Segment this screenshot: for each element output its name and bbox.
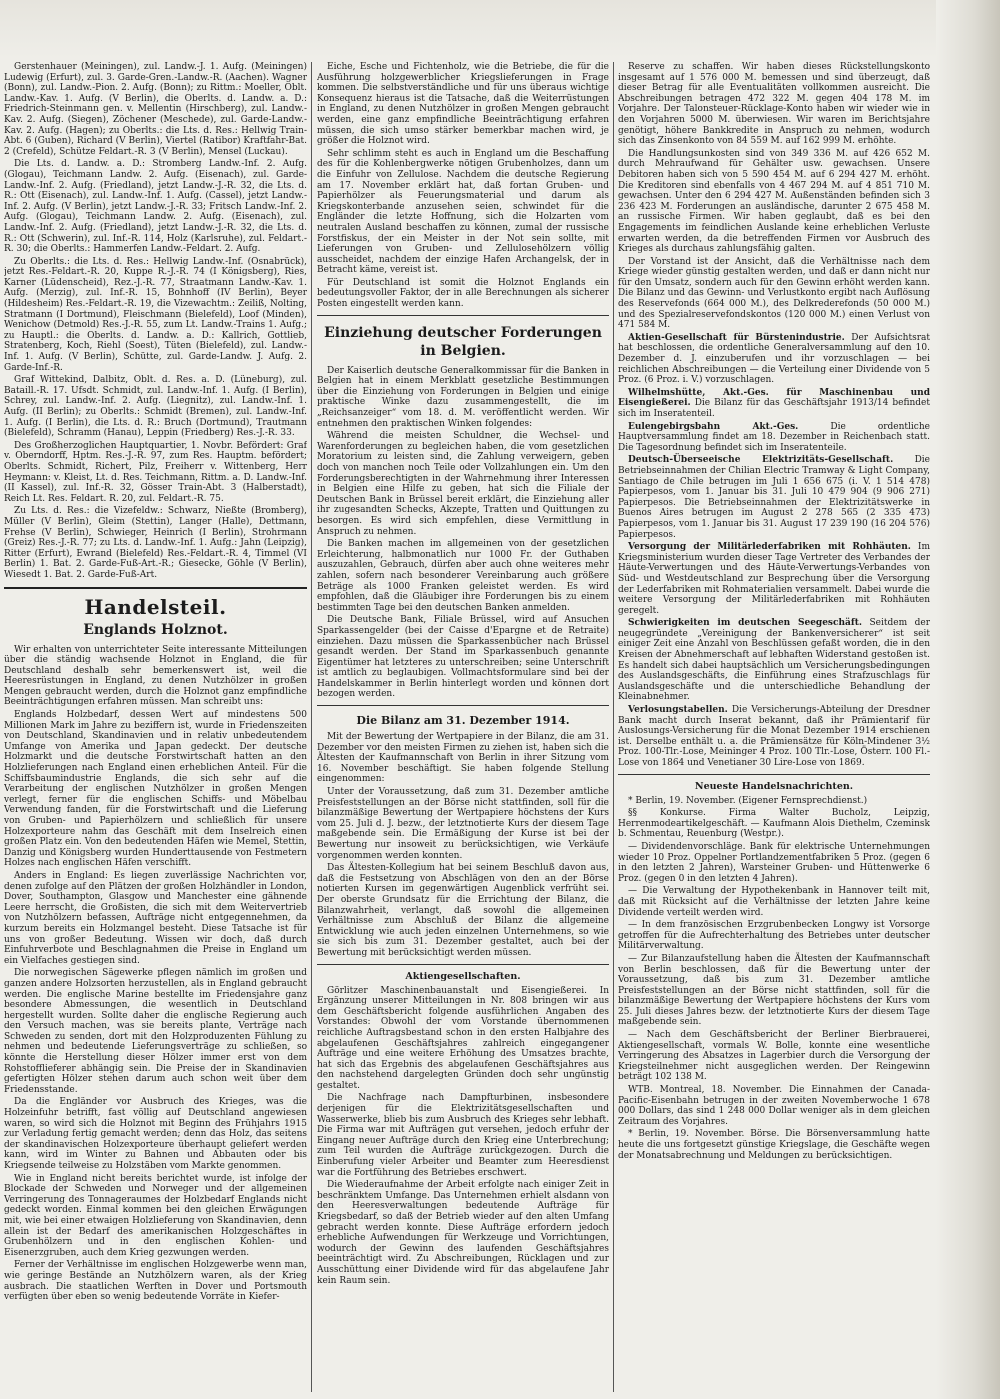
notice-text: Die Bilanz für das Geschäftsjahr 1913/14 befindet sich im Inseratenteil. (618, 398, 930, 419)
business-notice (618, 542, 930, 616)
news-paragraph: — Dividendenvorschläge. Bank für elektrische Unternehmungen wieder 10 Proz. Oppelner Portlandzementfabriken 5 Proz. (gegen 6 in den letzten 2 Jahren), Warsteiner Gruben- und Hüttenwerke 6 Proz. (gegen 0 in den letzten 4 Jahren). (618, 841, 930, 884)
notice-title: Schwierigkeiten im deutschen Seegeschäft. (628, 618, 863, 629)
news-paragraph: — Zur Bilanzaufstellung haben die Ältesten der Kaufmannschaft von Berlin beschlossen, daß für die Bewertung unter der Voraussetzung, daß bis zum 31. Dezember amtliche Preisfeststellungen an der Börse nicht stattfinden, soll für die bilanzmäßige Bewertung der Wertpapiere höchstens der Kurs vom 25. Juli dieses Jahres bezw. der letztnotierte Kurs der diesem Tage maßgebende sein. (618, 953, 930, 1028)
appointment-list-paragraph: Die Lts. d. Landw. a. D.: Stromberg Landw.-Inf. 2. Aufg. (Glogau), Teichmann Landw. 2. Aufg. (Eisenach), zul. Garde-Landw.-Inf. 2. Aufg. (Friedland), jetzt Landw.-J.-R. 32, die Lts. d. R.: Ott (Eisenach), zul. Landw.-Inf. 1. Aufg. (Cassel), jetzt Landw.-Inf. 2. Aufg. (V Berlin), jetzt Landw.-J.-R. 33; Fritsch Landw.-Inf. 2. Aufg. (Glogau), Teichmann Landw. 2. Aufg. (Eisenach), zul. Landw.-Inf. 2. Aufg. (Friedland), jetzt Landw.-J.-R. 32, die Lts. d. R.: Ott (Schwerin), zul. Inf.-R. 114, Holz (Karlsruhe), zul. Feldart.-R. 30; die Oberlts.: Hammerfen Landw.-Feldart. 2. Aufg. (4, 159, 307, 255)
appointment-list-paragraph: Graf Wittekind, Dalbitz, Oblt. d. Res. a. D. (Lüneburg), zul. Bataill.-R. 17. Ufsdt. Schmidt, zul. Landw.-Inf. 1. Aufg. (I Berlin), Schrey, zul. Landw.-Inf. 2. Aufg. (Liegnitz), zul. Landw.-Inf. 1. Aufg. (II Berlin); zu Oberlts.: Schmidt (Bremen), zul. Landw.-Inf. 1. Aufg. (I Berlin), die Lts. d. R.: Bruch (Dortmund), Trautmann (Bielefeld), Schramm (Hanau), Leppin (Friedberg) Res.-J.-R. 33. (4, 375, 307, 439)
article-paragraph: Englands Holzbedarf, dessen Wert auf mindestens 500 Millionen Mark im Jahre zu beziffern ist, wurde in Friedenszeiten von Deutschland, Skandinavien und in relativ unbedeutendem Umfange von Amerika und Japan gedeckt. Der deutsche Holzmarkt und die deutsche Forstwirtschaft hatten an den Holzlieferungen nach England einen erheblichen Anteil. Für die Schiffsbaumindustrie Englands, die sich sehr auf die Verarbeitung der englischen Nutzhölzer in großen Mengen verlegt, ferner für die englischen Schiffs- und Möbelbau Verwendung fanden, für die Forstwirtschaft und die Lieferung von Gruben- und Papierhölzern und schließlich für unsere Holzexporteure nahm das Geschäft mit dem Inselreich einen großen Platz ein. Von den bedeutenden Häfen wie Memel, Stettin, Danzig und Königsberg wurden Hunderttausende von Festmetern Holzes nach englischen Häfen verschifft. (4, 710, 307, 869)
notice-text: Die Betriebseinnahmen der Chilian Electric Tramway & Light Company, Santiago de Chile betrugen im Juli 1 656 675 (i. V. 1 514 478) Papierpesos, vom 1. Januar bis 31. Juli 10 479 904 (9 906 271) Papierpesos. Die Betriebseinnahmen der Elektrizitätswerke in Buenos Aires betrugen im August 2 278 565 (2 335 473) Papierpesos, vom 1. Januar bis 31. August 17 239 190 (16 204 576) Papierpesos. (618, 455, 930, 540)
article-paragraph: Die Handlungsunkosten sind von 349 336 M. auf 426 652 M. durch Mehraufwand für Gehälter usw. gewachsen. Unsere Debitoren haben sich von 5 590 454 M. auf 6 294 427 M. erhöht. Die Kreditoren sind ebenfalls von 4 467 294 M. auf 4 851 710 M. gewachsen. Unter den 6 294 427 M. Außenständen befinden sich 3 236 423 M. Forderungen an ausländische, darunter 2 675 458 M. an russische Firmen. Wir haben geglaubt, daß es bei den Engagements im feindlichen Auslande keine erheblichen Verluste erwarten werden, da die betreffenden Firmen vor Ausbruch des Krieges als durchaus zahlungsfähig galten. (618, 148, 930, 255)
article-paragraph: Sehr schlimm steht es auch in England um die Beschaffung des für die Kohlenbergwerke nötigen Grubenholzes, dann um die Einfuhr von Zellulose. Nachdem die deutsche Regierung am 17. November erklärt hat, daß fortan Gruben- und Papierhölzer als Feuerungsmaterial und darum als Kriegskonterbande anzusehen seien, schwindet für die Engländer die letzte Hoffnung, sich die Holzarten vom neutralen Ausland beschaffen zu können, zumal der russische Forstfiskus, der ein Meister in der Not sein sollte, mit Lieferungen von Gruben- und Zellulosehölzern völlig ausscheidet, nachdem der einzige Hafen Archangelsk, der in Betracht käme, vereist ist. (317, 148, 609, 276)
business-notice (618, 455, 930, 540)
appointment-list-paragraph: Zu Lts. d. Res.: die Vizefeldw.: Schwarz, Nießte (Bromberg), Müller (V Berlin), Gleim (Stettin), Langer (Halle), Dettmann, Frehse (V Berlin), Schwieger, Heinrich (I Berlin), Strohrmann (Greiz) Res.-J.-R. 77; zu Lts. d. Landw.-Inf. 1. Aufg.: Jahn (Leipzig), Ritter (Erfurt), Ewrand (Bielefeld) Res.-Feldart.-R. 4, Timmel (VI Berlin) 1. Bat. 2. Garde-Fuß-Art.-R.; Giesecke, Göhle (V Berlin), Wiesedt 1. Bat. 2. Garde-Fuß-Art. (4, 506, 307, 580)
article-paragraph: Die norwegischen Sägewerke pflegen nämlich im großen und ganzen andere Holzsorten herzustellen, als in England gebraucht werden. Die englische Marine bestellte im Friedensjahre ganz besondere Abmessungen, die wesentlich in Deutschland hergestellt wurden. Sollte daher die englische Regierung auch den Versuch machen, was sie bereits plante, Verträge nach Schweden zu senden, dort mit den Holzproduzenten Fühlung zu nehmen und bedeutende Lieferungsverträge zu schließen, so könnte die Herstellung dieser Hölzer immer erst von dem Rohstofflieferer abhängig sein. Die Preise der in Skandinavien gefertigten Hölzer stehen darum auch schon weit über dem Friedensstande. (4, 968, 307, 1095)
notice-title: Deutsch-Überseeische Elektrizitäts-Gesellschaft. (628, 455, 894, 466)
business-notice (618, 422, 930, 454)
notice-text: Der Aufsichtsrat hat beschlossen, die ordentliche Generalversammlung auf den 10. Dezember d. J. einzuberufen und ihr vorzuschlagen — bei reichlichen Abschreibungen — die Verteilung einer Dividende von 5 Proz. (6 Proz. i. V.) vorzuschlagen. (618, 332, 930, 386)
notice-text: Die Versicherungs-Abteilung der Dresdner Bank macht durch Inserat bekannt, daß ihr Prämientarif für Auslosungs-Versicherung für die Monat Dezember 1914 erschienen ist. Derselbe enthält u. a. die Prämiensätze für Köln-Mindener 3½ Proz. 100-Tlr.-Lose, Meininger 4 Proz. 100 Tlr.-Lose, Österr. 100 Fl.-Lose von 1864 und Venetianer 30 Lire-Lose von 1869. (618, 705, 930, 768)
article-paragraph: Reserve zu schaffen. Wir haben dieses Rückstellungskonto insgesamt auf 1 576 000 M. bemessen und sind überzeugt, daß dieser Betrag für alle Eventualitäten vollkommen ausreicht. Die Abschreibungen betragen 472 322 M. gegen 404 178 M. im Vorjahre. Der Talonsteuer-Rücklage-Konto haben wir wieder wie in den Vorjahren 5000 M. überwiesen. Wir waren im Berichtsjahre genötigt, höhere Bankkredite in Anspruch zu nehmen, wodurch sich das Zinsenkonto von 84 559 M. auf 162 999 M. erhöhte. (618, 62, 930, 147)
article-paragraph: Die Nachfrage nach Dampfturbinen, insbesondere derjenigen für die Elektrizitätsgesellschaften und Wasserwerke, blieb bis zum Ausbruch des Krieges sehr lebhaft. Die Firma war mit Aufträgen gut versehen, jedoch erfuhr der Eingang neuer Aufträge durch den Krieg eine Unterbrechung; zum Teil wurden die Aufträge zurückgezogen. Durch die Einberufung vieler Arbeiter und Beamter zum Heeresdienst war die Fortführung des Betriebes erschwert. (317, 1093, 609, 1178)
article-divider (618, 774, 930, 775)
column-rule (311, 62, 312, 1392)
appointment-list-paragraph: Zu Oberlts.: die Lts. d. Res.: Hellwig Landw.-Inf. (Osnabrück), jetzt Res.-Feldart.-R. 20, Kuppe R.-J.-R. 74 (I Königsberg), Ries, Karner (Lüdenscheid), Rez.-J.-R. 77, Straatmann Landw.-Kav. 1. Aufg. (Merzig), zul. Inf.-R. 15, Bohnhoff (IV Berlin), Beyer (Hildesheim) Res.-Feldart.-R. 19, die Vizewachtm.: Zeiliß, Nolting, Stratmann (I Dortmund), Fleischmann (Bielefeld), Loof (Minden), Wenichow (Detmold) Res.-J.-R. 55, zum Lt. Landw.-Trains 1. Aufg.; zu Hauptl.: die Oberlts. d. Landw. a. D.: Kallrich, Gottlieb, Stratenberg, Koch, Riehl (Soest), Tüten (Bielefeld), zul. Landw.-Inf. 1. Aufg. (V Berlin), Schütte, zul. Garde-Landw. J. Aufg. 2. Garde-Inf.-R. (4, 256, 307, 373)
article-paragraph: Für Deutschland ist somit die Holznot Englands ein bedeutungsvoller Faktor, der in alle Berechnungen als sicherer Posten eingestellt werden kann. (317, 277, 609, 310)
business-notice (618, 388, 930, 420)
article-paragraph: Ferner der Verhältnisse im englischen Holzgewerbe wenn man, wie geringe Bestände an Nutzhölzern waren, als der Krieg ausbrach. Die staatlichen Werften in Dover und Portsmouth verfügten über eben so wenig bedeutende Vorräte in Kiefer- (4, 1260, 307, 1303)
article-title-holznot: Englands Holznot. (83, 621, 228, 638)
page-top-margin (0, 0, 1000, 58)
notice-title: Verlosungstabellen. (628, 705, 728, 716)
news-paragraph: — Die Verwaltung der Hypothekenbank in Hannover teilt mit, daß mit Rücksicht auf die Verhältnisse der letzten Jahre keine Dividende verteilt werden wird. (618, 886, 930, 918)
notice-title: Aktien-Gesellschaft für Bürstenindustrie. (628, 332, 845, 343)
news-title: Neueste Handelsnachrichten. (694, 780, 854, 792)
report-continuation (618, 62, 930, 331)
news-paragraph: WTB. Montreal, 18. November. Die Einnahmen der Canada-Pacific-Eisenbahn betrugen in der zweiten Novemberwoche 1 678 000 Dollars, das sind 1 248 000 Dollar weniger als in dem gleichen Zeitraum des Vorjahres. (618, 1085, 930, 1127)
news-paragraph: * Berlin, 19. November. Börse. Die Börsenversammlung hatte heute die uns fortgesetzt günstige Kriegslage, die Geschäfte wegen der Monatsabrechnung und Meldungen zu berücksichtigen. (618, 1129, 930, 1161)
column-1 (4, 62, 307, 1392)
section-title-handelsteil: Handelsteil. (84, 594, 227, 619)
appointments-lists (4, 62, 307, 581)
article-title-bilanz: Die Bilanz am 31. Dezember 1914. (356, 714, 570, 728)
article-belgien-body (317, 366, 609, 700)
article-paragraph: Anders in England: Es liegen zuverlässige Nachrichten vor, denen zufolge auf den Plätzen der großen Holzhändler in London, Dover, Southampton, Glasgow und Manchester eine gähnende Leere herrscht, die Großisten, die sich mit dem Weitervertrieb von Nutzhölzern befassen, Aufträge nicht entgegennehmen, da kurzum bereits ein Holzmangel besteht. Diese Tatsache ist für uns von großer Bedeutung. Wissen wir doch, daß durch Einfuhrverbote und Beschlagnahmen die Preise in England um ein Vielfaches gestiegen sind. (4, 870, 307, 966)
article-paragraph: Wie in England nicht bereits berichtet wurde, ist infolge der Blockade der Schweden und Norweger und der allgemeinen Verringerung des Tonnageraumes der Holzbedarf Englands nicht gedeckt worden. Einmal kommen bei den gleichen Erwägungen mit, wie bei einer etwaigen Holzlieferung von Skandinavien, denn allein ist der Bedarf des amerikanischen Holzgeschäftes in Grubenhölzern und in den englischen Kohlen- und Eisenerzgruben, auch dem Krieg gezwungen werden. (4, 1173, 307, 1258)
business-notice (618, 333, 930, 386)
news-paragraph: * Berlin, 19. November. (Eigener Fernsprechdienst.) (628, 795, 868, 806)
column-3 (618, 62, 930, 1392)
article-paragraph: Unter der Voraussetzung, daß zum 31. Dezember amtliche Preisfeststellungen an der Börse nicht stattfinden, soll für die bilanzmäßige Bewertung der Wertpapiere höchstens der Kurs vom 25. Juli d. J. bezw., der letztnotierte Kurs der diesem Tage maßgebende sein. Die Ermäßigung der Kurse ist bei der Bewertung nur insoweit zu berücksichtigen, wie Verkäufe vorgenommen werden konnten. (317, 787, 609, 861)
appointment-list-paragraph: Des Großherzoglichen Hauptquartier, 1. Novbr. Befördert: Graf v. Oberndorff, Hptm. Res.-J.-R. 97, zum Res. Hauptm. befördert; Oberlts. Schmidt, Richert, Pilz, Freiherr v. Wittenberg, Herr Heymann: v. Kleist, Lt. d. Res. Teichmann, Rittm. a. D. Landw.-Inf. (II Kassel), zul. Inf.-R. 32, Gösser Train-Abt. 3 (Halberstadt), Reich Lt. Res. Feldart. R. 20, zul. Feldart.-R. 75. (4, 440, 307, 504)
article-paragraph: Eiche, Esche und Fichtenholz, wie die Betriebe, die für die Ausführung holzgewerblicher Kriegslieferungen in Frage kommen. Die selbstverständliche und für uns überaus wichtige Konsequenz hieraus ist die Tatsache, daß die Weiterrüstungen in England, zu denen Nutzhölzer in großen Mengen gebraucht werden, eine ganz empfindliche Beeinträchtigung erfahren müssen, die sich umso stärker bemerkbar machen wird, je größer die Holznot wird. (317, 62, 609, 147)
article-paragraph: Wir erhalten von unterrichteter Seite interessante Mitteilungen über die ständig wachsende Holznot in England, die für Deutschland deshalb sehr bemerkenswert ist, weil die Heeresrüstungen in England, zu denen Nutzhölzer in großen Mengen gebraucht werden, durch die Holznot ganz empfindliche Beeinträchtigungen erfahren müssen. Man schreibt uns: (4, 644, 307, 708)
notice-title: Eulengebirgsbahn Akt.-Ges. (628, 421, 799, 432)
article-paragraph: Das Ältesten-Kollegium hat bei seinem Beschluß davon aus, daß die Festsetzung von Abschlägen von den an der Börse notierten Kursen im gegenwärtigen Augenblick verfrüht sei. Der oberste Grundsatz für die Errichtung der Bilanz, die Bilanzwahrheit, verlangt, daß sowohl die allgemeinen Verhältnisse zum Abschluß der Bilanz die allgemeine Entwicklung wie auch jeden einzelnen Unternehmens, so wie sie sich bis zum 31. Dezember gestaltet, auch bei der Bewertung mit berücksichtigt werden müssen. (317, 863, 609, 958)
article-aktiengesellschaften-body (317, 986, 609, 1287)
article-bilanz-body (317, 732, 609, 958)
article-paragraph: Die Deutsche Bank, Filiale Brüssel, wird auf Ansuchen Sparkassengelder (bei der Caisse d'Epargne et de Retraite) einziehen. Dazu müssen die Sparkassenbücher nach Brüssel gesandt werden. Der Stand im Sparkassenbuch genannte Eigentümer hat letzteres zu unterschreiben; seine Unterschrift ist amtlich zu beglaubigen. Vollmachtsformulare sind bei der Handelskammer in Berlin hinterlegt worden und können dort bezogen werden. (317, 615, 609, 700)
article-paragraph: Der Kaiserlich deutsche Generalkommissar für die Banken in Belgien hat in einem Merkblatt gesetzliche Bestimmungen über die Einziehung von Forderungen in Belgien und einige praktische Winke dazu zusammengestellt, die im „Reichsanzeiger“ vom 18. d. M. veröffentlicht werden. Wir entnehmen den praktischen Winken folgendes: (317, 365, 609, 429)
article-paragraph: Görlitzer Maschinenbauanstalt und Eisengießerei. In Ergänzung unserer Mitteilungen in Nr. 808 bringen wir aus dem Geschäftsbericht folgende ausführlichen Angaben des Vorstandes: Obwohl der vom Vorstande übernommenen reichliche Auftragsbestand schon in den ersten Halbjahre des abgelaufenen Geschäftsjahres zahlreich eingegangener Aufträge und eine weitere Erhöhung des Umsatzes brachte, hat sich das Ergebnis des abgelaufenen Geschäftsjahres aus den nachstehend dargelegten Gründen doch sehr ungünstig gestaltet. (317, 985, 609, 1091)
notice-text: Seitdem der neugegründete „Vereinigung der Bankenversicherer“ ist seit einiger Zeit eine Anzahl von Beschlüssen gefaßt worden, die in den Kreisen der Abnehmerschaft auf lebhaften Widerstand gestoßen ist. Es handelt sich dabei hauptsächlich um Versicherungsbedingungen des Auslandsgeschäfts, die Einführung eines Strafzuschlags für Auslandsgeschäfte und die unterschiedliche Behandlung der Kleinabnehmer. (618, 618, 930, 703)
article-divider (317, 315, 609, 316)
article-title-aktiengesellschaften: Aktiengesellschaften. (405, 970, 521, 982)
news-paragraph: — Nach dem Geschäftsbericht der Berliner Bierbrauerei, Aktiengesellschaft, vormals W. Bolle, konnte eine wesentliche Verringerung des Absatzes in Lagerbier durch die Versorgung der Kriegsteilnehmer nicht ausgeglichen werden. Der Reingewinn beträgt 102 138 M. (618, 1030, 930, 1083)
section-divider (4, 587, 307, 589)
article-paragraph: Die Wiederaufnahme der Arbeit erfolgte nach einiger Zeit in beschränktem Umfange. Das Unternehmen erhielt alsdann von den Heeresverwaltungen bedeutende Aufträge für Kriegsbedarf, so daß der Betrieb wieder auf den alten Umfang gebracht werden konnte. Diese Aufträge erfordern jedoch erhebliche Aufwendungen für Werkzeuge und Vorrichtungen, wodurch der Gewinn des laufenden Geschäftsjahres beeinträchtigt wird. Zu Abschreibungen, Rücklagen und zur Ausschüttung einer Dividende wird für das abgelaufene Jahr kein Raum sein. (317, 1180, 609, 1286)
article-paragraph: Der Vorstand ist der Ansicht, daß die Verhältnisse nach dem Kriege wieder günstig gestalten werden, und daß er dann nicht nur für den Umsatz, sondern auch für den Gewinn erhöht werden kann. Die Bilanz und das Gewinn- und Verlustkonto ergibt nach Auflösung des Reservefonds (664 000 M.), des Delkrederefonds (50 000 M.) und des Spezialreservefondskontos (120 000 M.) einen Verlust von 471 584 M. (618, 256, 930, 331)
news-paragraph: §§ Konkurse. Firma Walter Bucholz, Leipzig, Herrenmodeartikelgeschäft. — Kaufmann Alois Diethelm, Czeminsk b. Schmentau, Reuenburg (Westpr.). (618, 808, 930, 840)
business-notices (618, 333, 930, 769)
notice-text: Im Kriegsministerium wurden dieser Tage Vertreter des Verbandes der Häute-Verwertungen und des Häute-Verwertungs-Verbandes von Süd- und Westdeutschland zur Besprechung über die Versorgung der Lederfabriken mit Rohmaterialien versammelt. Dabei wurde die weitere Versorgung der Militärlederfabriken mit Rohhäuten geregelt. (618, 542, 930, 616)
business-notice (618, 705, 930, 769)
article-paragraph: Die Banken machen im allgemeinen von der gesetzlichen Erleichterung, halbmonatlich nur 1000 Fr. der Guthaben auszuzahlen, Gebrauch, dürfen aber auch ohne weiteres mehr zahlen, sofern nach besonderer Vereinbarung auch größere Beträge als 1000 Franken geleistet werden. Es wird empfohlen, daß die Gläubiger ihre Forderungen bis zu einem bestimmten Tage bei den deutschen Banken anmelden. (317, 539, 609, 613)
news-paragraph: — In dem französischen Erzgrubenbecken Longwy ist Vorsorge getroffen für die Aufrechterhaltung des Betriebes unter deutscher Militärverwaltung. (618, 920, 930, 952)
notice-text: Die ordentliche Hauptversammlung findet am 18. Dezember in Reichenbach statt. Die Tagesordnung befindet sich im Inseratenteile. (618, 421, 930, 453)
page-edge-shadow (936, 0, 1000, 1399)
article-divider (317, 705, 609, 706)
article-paragraph: Mit der Bewertung der Wertpapiere in der Bilanz, die am 31. Dezember vor den meisten Firmen zu ziehen ist, haben sich die Ältesten der Kaufmannschaft von Berlin in ihrer Sitzung vom 16. November beschäftigt. Sie haben folgende Stellung eingenommen: (317, 732, 609, 785)
article-paragraph: Während die meisten Schuldner, die Wechsel- und Warenforderungen zu begleichen haben, die vom gesetzlichen Moratorium zu leisten sind, die Zahlung verweigern, geben doch von manchen noch Teile oder Vollzahlungen ein. Um den Forderungsberechtigten in der Wahrnehmung ihrer Interessen in Belgien eine Hilfe zu geben, hat sich die Filiale der Deutschen Bank in Brüssel bereit erklärt, die Einziehung aller ihr zugesandten Schecks, Akzepte, Tratten und Quittungen zu besorgen. Es wird sich empfehlen, diese Vermittlung in Anspruch zu nehmen. (317, 431, 609, 537)
column-2 (317, 62, 609, 1392)
article-divider (317, 964, 609, 965)
business-notice (618, 618, 930, 703)
article-paragraph: Da die Engländer vor Ausbruch des Krieges, was die Holzeinfuhr betrifft, fast völlig auf Deutschland angewiesen waren, so wird sich die Holznot mit Beginn des Frühjahrs 1915 zur Verladung fertig gemacht werden; denn das Holz, das seitens der skandinavischen Holzexporteure überhaupt geliefert werden kann, wird im Winter zu Bahnen und Abbauten oder bis Kriegsende teilweise zu Holzstäben vom Markte genommen. (4, 1097, 307, 1171)
article-title-belgien: Einziehung deutscher Forderungen in Belgien. (324, 324, 602, 359)
holznot-continuation (317, 62, 609, 310)
notice-title: Versorgung der Militärlederfabriken mit Rohhäuten. (628, 542, 911, 553)
column-rule (613, 62, 614, 1392)
notice-title: Wilhelmshütte, Akt.-Ges. für Maschinenbau und Eisengießerei. (618, 387, 930, 409)
news-body (618, 796, 930, 1162)
appointment-list-paragraph: Gerstenhauer (Meiningen), zul. Landw.-J. 1. Aufg. (Meiningen) Ludewig (Erfurt), zul. 3. Garde-Gren.-Landw.-R. (Aachen). Wagner (Bonn), zul. Landw.-Pion. 2. Aufg. (Bonn); zu Rittm.: Moeller, Oblt. Landw.-Kav. 1. Aufg. (V Berlin), die Oberlts. d. Landw. a. D.: Friedrich-Steinmann gen. v. Mellentin (Hirschberg), zul. Landw.-Kav. 2. Aufg. (Siegen), Zöchener (Meschede), zul. Garde-Landw.-Kav. 2. Aufg. (Hagen); zu Oberlts.: die Lts. d. Res.: Hellwig Train-Abt. 6 (Guben), Richard (V Berlin), Viertel (Ratibor) Kraftfahr-Bat. 2 (Crefeld), Schütze Feldart.-R. 3 (V Berlin), Mensel (Luckau). (4, 62, 307, 157)
article-holznot-body (4, 645, 307, 1303)
